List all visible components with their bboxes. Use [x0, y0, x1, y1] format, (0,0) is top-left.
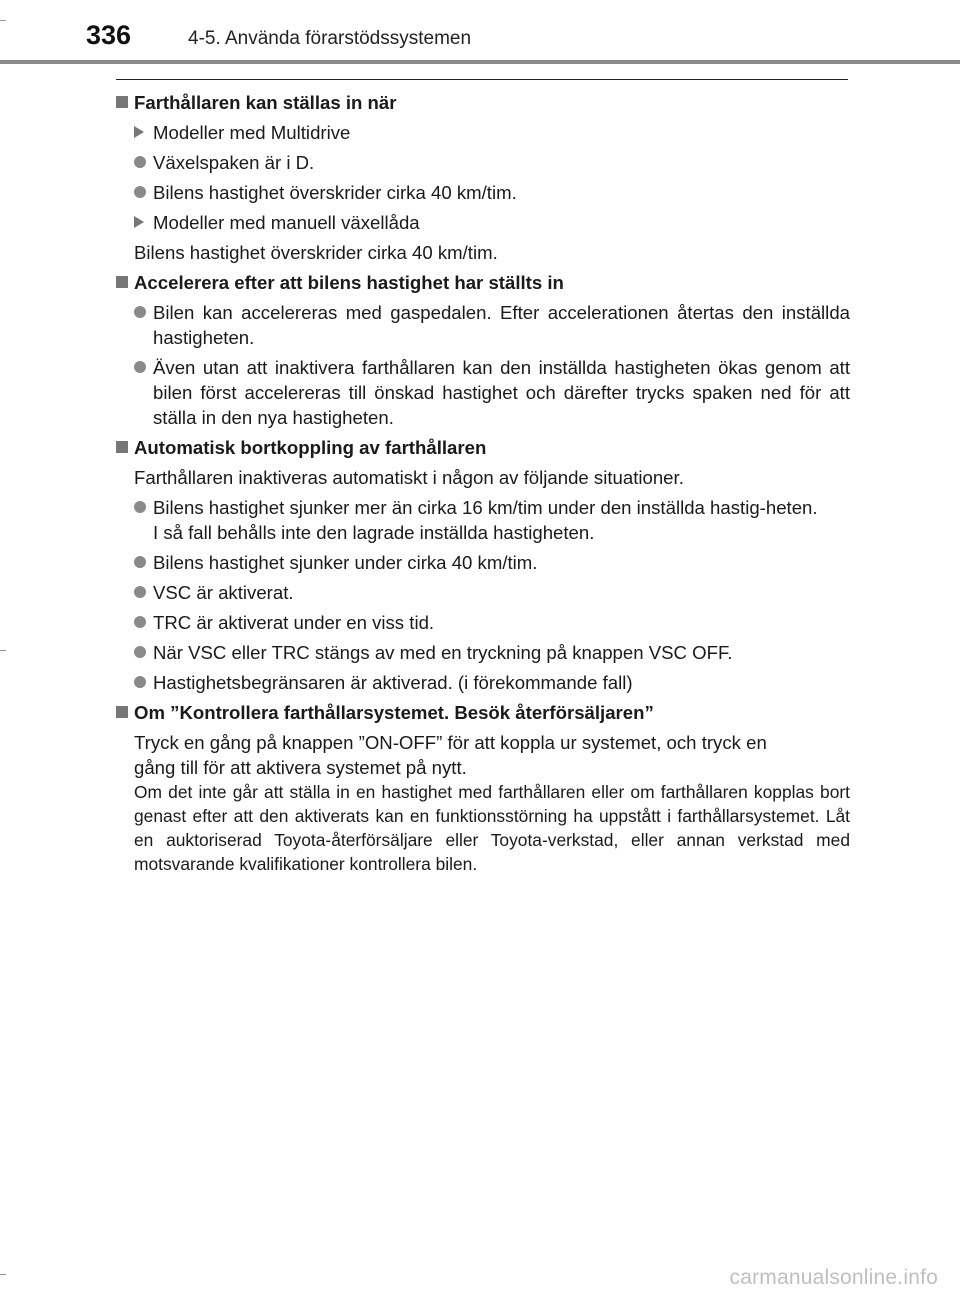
- page-header: [0, 0, 960, 64]
- round-bullet-icon: [134, 556, 146, 568]
- crop-mark: [0, 1274, 6, 1275]
- list-item: Bilens hastighet sjunker mer än cirka 16 km/tim under den inställda hastig-heten. I så fall behålls inte den lagrade inställda hastigheten.: [116, 495, 850, 545]
- round-bullet-icon: [134, 501, 146, 513]
- round-bullet-icon: [134, 676, 146, 688]
- small-paragraph: Om det inte går att ställa in en hastighet med farthållaren eller om farthållaren kopplas bort genast efter att den aktiverats kan en funktionsstörning ha uppstått i farthållarsystemet. Låt en auktoriserad Toyota-återförsäljare eller Toyota-verkstad, eller annan verkstad med motsvarande kvalifikationer kontrollera bilen.: [134, 782, 850, 874]
- round-bullet-icon: [134, 156, 146, 168]
- triangle-marker-icon: [134, 126, 144, 138]
- round-bullet-icon: [134, 586, 146, 598]
- list-item: Växelspaken är i D.: [116, 150, 850, 175]
- section-heading: Automatisk bortkoppling av farthållaren: [116, 435, 850, 460]
- section-title: 4-5. Använda förarstödssystemen: [188, 28, 472, 49]
- crop-mark: [0, 20, 6, 21]
- round-bullet-icon: [134, 306, 146, 318]
- square-bullet-icon: [116, 96, 128, 108]
- round-bullet-icon: [134, 186, 146, 198]
- list-item: VSC är aktiverat.: [116, 580, 850, 605]
- list-item: När VSC eller TRC stängs av med en tryckning på knappen VSC OFF.: [116, 640, 850, 665]
- paragraph: Farthållaren inaktiveras automatiskt i någon av följande situationer.: [134, 467, 684, 488]
- bullet-note: I så fall behålls inte den lagrade inställda hastigheten.: [153, 522, 595, 543]
- model-label: Modeller med Multidrive: [116, 120, 850, 145]
- round-bullet-icon: [134, 646, 146, 658]
- list-item: Bilen kan accelereras med gaspedalen. Efter accelerationen återtas den inställda hastigheten.: [116, 300, 850, 350]
- top-rule: [116, 79, 848, 80]
- square-bullet-icon: [116, 276, 128, 288]
- list-item: Bilens hastighet överskrider cirka 40 km/tim.: [116, 180, 850, 205]
- round-bullet-icon: [134, 361, 146, 373]
- model-label: Modeller med manuell växellåda: [116, 210, 850, 235]
- square-bullet-icon: [116, 441, 128, 453]
- list-item: Hastighetsbegränsaren är aktiverad. (i förekommande fall): [116, 670, 850, 695]
- triangle-marker-icon: [134, 216, 144, 228]
- paragraph: Bilens hastighet överskrider cirka 40 km/tim.: [134, 242, 498, 263]
- document-body: [116, 90, 850, 876]
- section-heading: Accelerera efter att bilens hastighet har ställts in: [116, 270, 850, 295]
- list-item: Även utan att inaktivera farthållaren kan den inställda hastigheten ökas genom att bilen först accelereras till önskad hastighet och därefter trycks spaken ned för att ställa in den nya hastigheten.: [116, 355, 850, 430]
- section-heading: Om ”Kontrollera farthållarsystemet. Besök återförsäljaren”: [116, 700, 850, 725]
- page-number: 336: [86, 20, 132, 50]
- watermark: carmanualsonline.info: [729, 1266, 938, 1289]
- list-item: Bilens hastighet sjunker under cirka 40 km/tim.: [116, 550, 850, 575]
- round-bullet-icon: [134, 616, 146, 628]
- paragraph: Tryck en gång på knappen ”ON-OFF” för att koppla ur systemet, och tryck en gång till för att aktivera systemet på nytt.: [134, 732, 767, 778]
- list-item: TRC är aktiverat under en viss tid.: [116, 610, 850, 635]
- crop-mark: [0, 650, 6, 651]
- square-bullet-icon: [116, 706, 128, 718]
- section-heading: Farthållaren kan ställas in när: [116, 90, 850, 115]
